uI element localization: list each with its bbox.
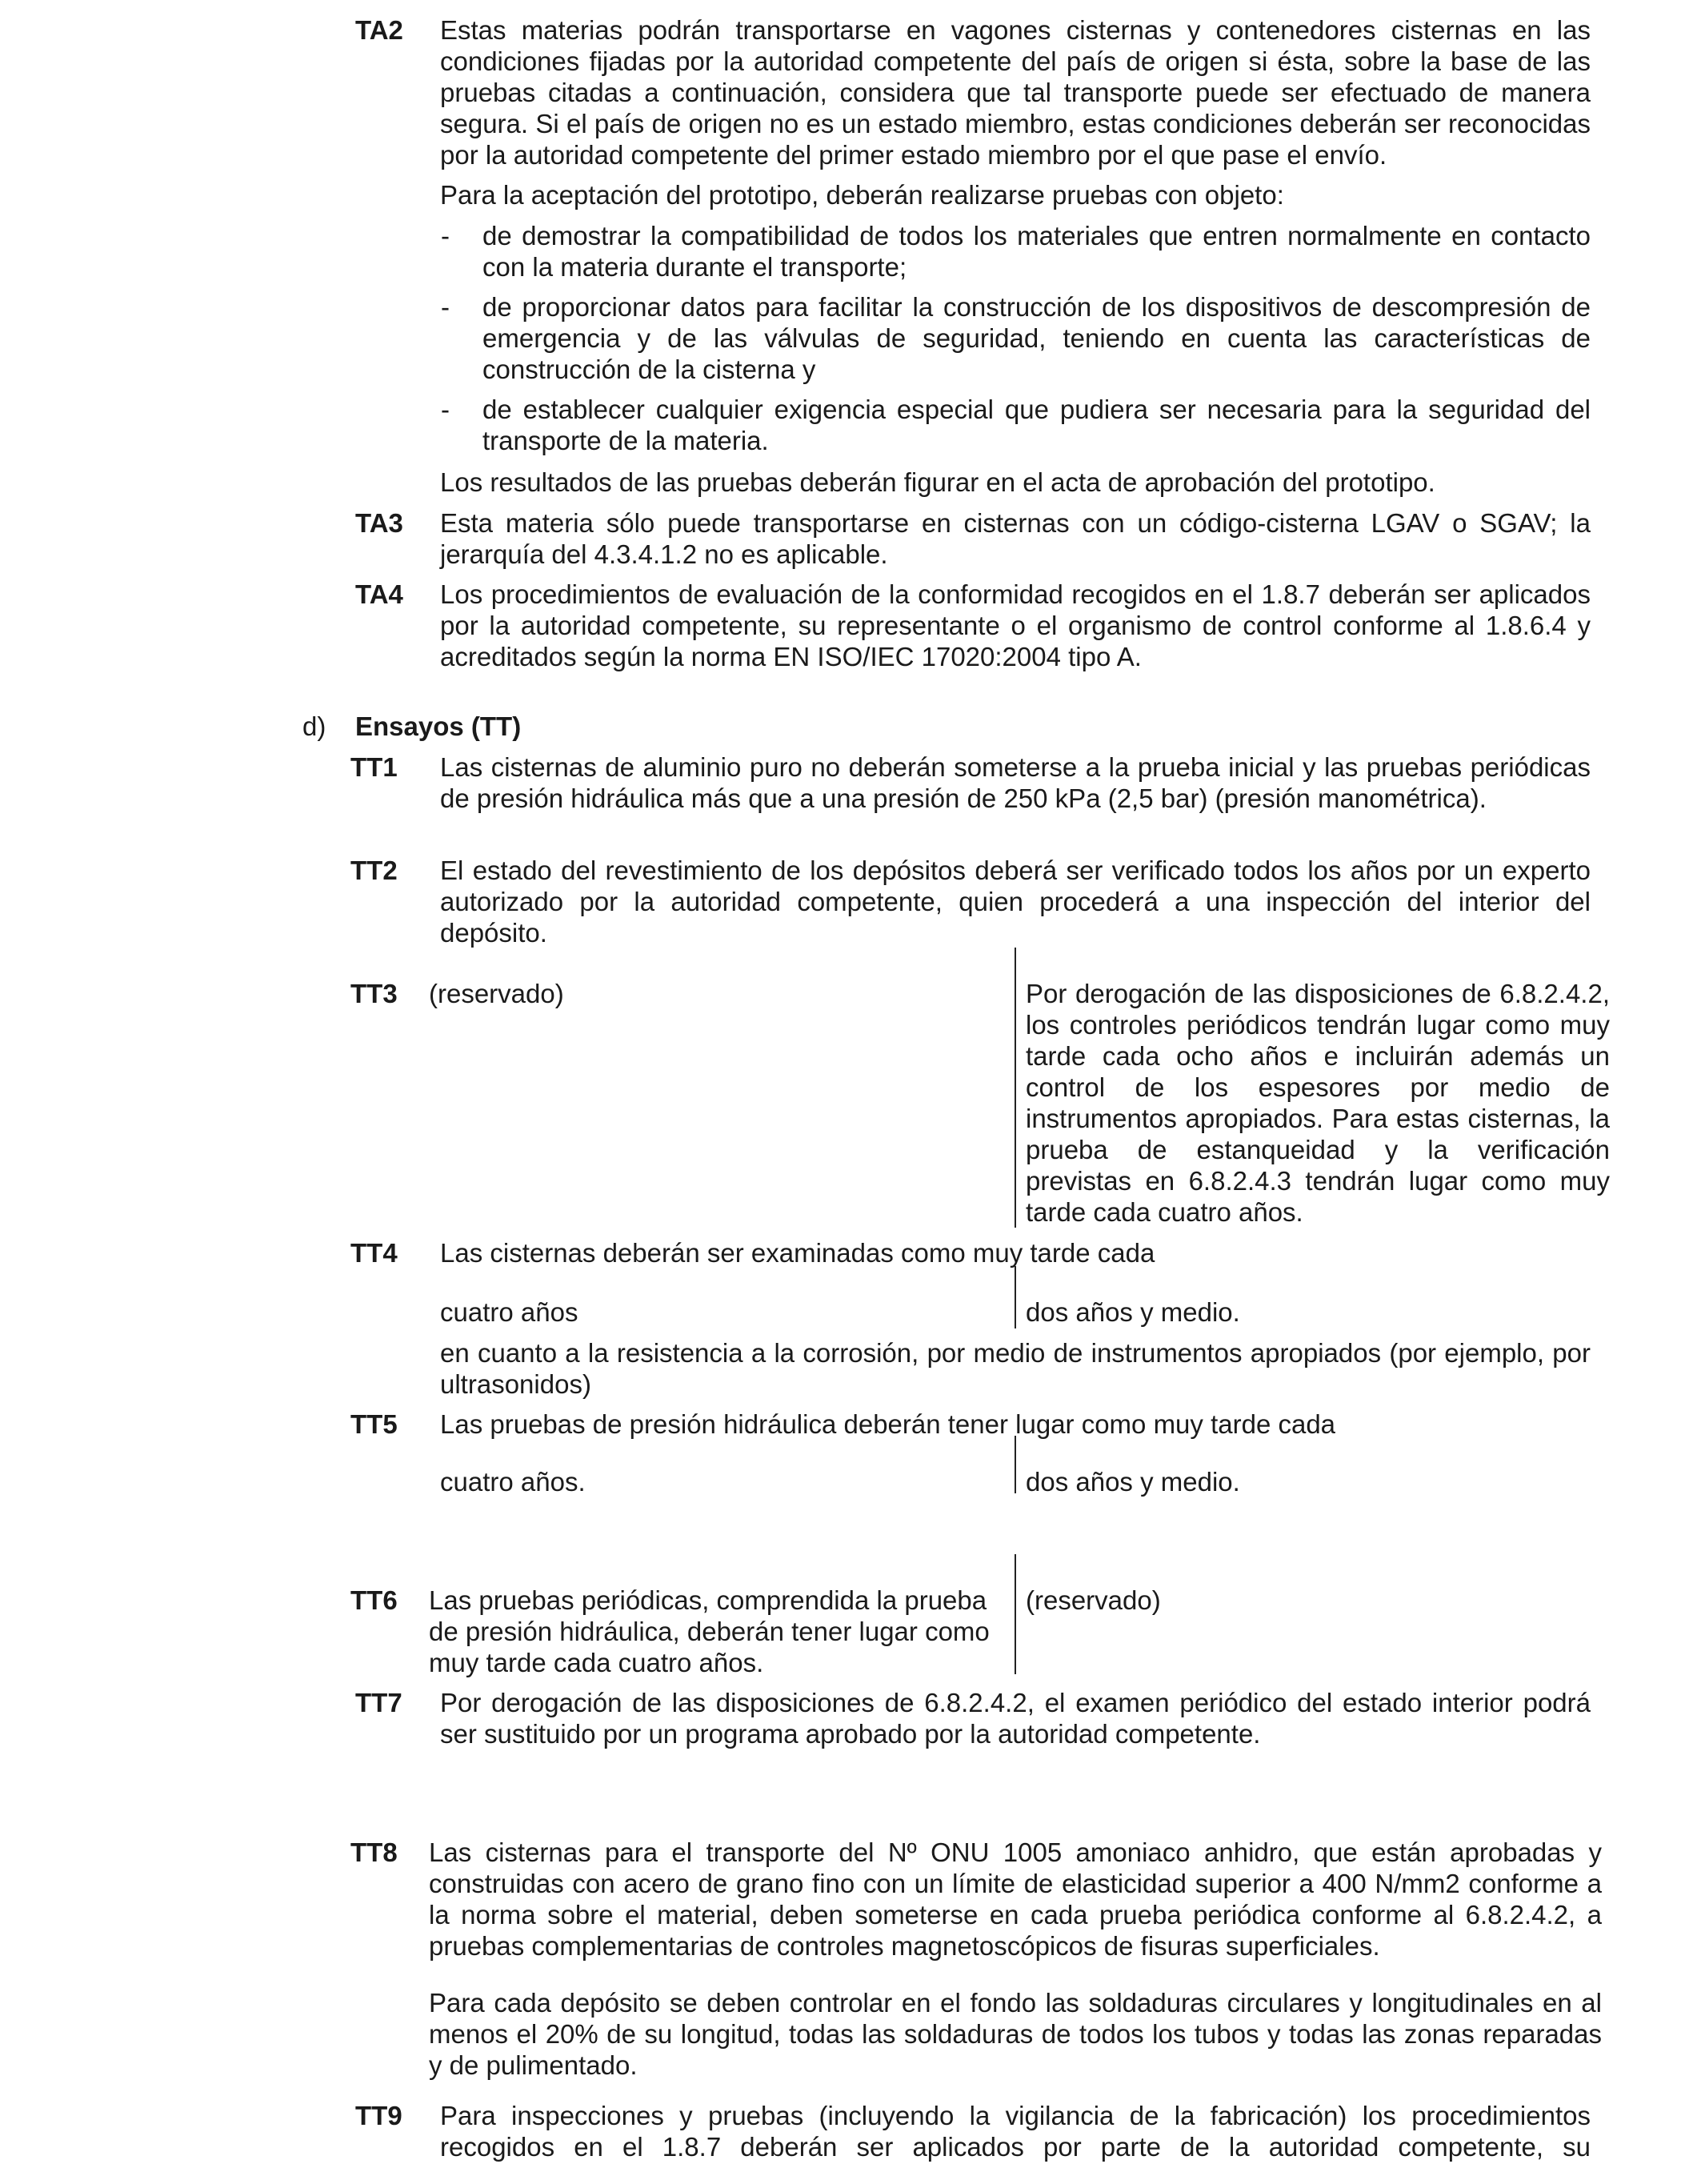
provision-code-ta3: TA3 [355,508,403,538]
section-letter: d) [302,711,326,741]
bullet-text: de demostrar la compatibilidad de todos los materiales que entren normalmente en contacto con la materia durante el transporte; [482,221,1591,282]
provision-code-tt6: TT6 [350,1585,398,1615]
provision-code-tt4: TT4 [350,1238,398,1268]
provision-code-tt1: TT1 [350,752,398,782]
tt6-right-column: (reservado) [1026,1585,1161,1615]
column-divider [1015,948,1016,1228]
provision-code-ta4: TA4 [355,579,403,609]
tt9-text: Para inspecciones y pruebas (incluyendo la vigilancia de la fabricación) los procedimientos recogidos en el 1.8.7 deberán ser aplicados por parte de la autoridad competente, su [440,2101,1591,2162]
column-divider [1015,1436,1016,1493]
tt7-text: Por derogación de las disposiciones de 6.8.2.4.2, el examen periódico del estado interior podrá ser sustituido por un programa aprobado por la autoridad competente. [440,1688,1591,1749]
tt3-left-column: (reservado) [429,979,564,1008]
tt1-text: Las cisternas de aluminio puro no deberán someterse a la prueba inicial y las pruebas periódicas de presión hidráulica más que a una presión de 250 kPa (2,5 bar) (presión manométrica). [440,752,1591,813]
tt4-right-column: dos años y medio. [1026,1297,1240,1327]
ta2-paragraph-1: Estas materias podrán transportarse en vagones cisternas y contenedores cisternas en las condiciones fijadas por la autoridad competente del país de origen si ésta, sobre la base de las pruebas citadas a continuación, considera que tal transporte puede ser efectuado de manera segura. Si el país de origen no es un estado miembro, estas condiciones deberán ser reconocidas por la autoridad competente del primer estado miembro por el que pase el envío. [440,15,1591,170]
ta2-bullet-2 [441,291,1591,385]
tt8-paragraph-2: Para cada depósito se deben controlar en el fondo las soldaduras circulares y longitudinales en al menos el 20% de su longitud, todas las soldaduras de todos los tubos y todas las zonas reparadas y de pulimentado. [429,1988,1602,2080]
tt2-text: El estado del revestimiento de los depósitos deberá ser verificado todos los años por un experto autorizado por la autoridad competente, quien procederá a una inspección del interior del depósito. [440,856,1591,948]
tt4-tail: en cuanto a la resistencia a la corrosión, por medio de instrumentos apropiados (por ejemplo, por ultrasonidos) [440,1338,1591,1399]
provision-code-tt9: TT9 [355,2101,402,2130]
bullet-dash: - [441,292,450,322]
tt5-intro: Las pruebas de presión hidráulica deberán tener lugar como muy tarde cada [440,1409,1336,1439]
column-divider [1015,1554,1016,1674]
section-heading: Ensayos (TT) [355,711,522,741]
provision-code-ta2: TA2 [355,15,403,45]
tt5-right-column: dos años y medio. [1026,1467,1240,1497]
tt4-left-column: cuatro años [440,1297,578,1327]
bullet-dash: - [441,395,450,424]
ta3-text: Esta materia sólo puede transportarse en cisternas con un código-cisterna LGAV o SGAV; la jerarquía del 4.3.4.1.2 no es aplicable. [440,508,1591,569]
provision-code-tt2: TT2 [350,856,398,885]
bullet-text: de establecer cualquier exigencia especial que pudiera ser necesaria para la seguridad del transporte de la materia. [482,395,1591,455]
ta2-paragraph-3: Los resultados de las pruebas deberán figurar en el acta de aprobación del prototipo. [440,467,1435,497]
bullet-text: de proporcionar datos para facilitar la construcción de los dispositivos de descompresión de emergencia y de las válvulas de seguridad, teniendo en cuenta las características de construcción de la cisterna y [482,292,1591,384]
provision-code-tt5: TT5 [350,1409,398,1439]
tt3-right-column: Por derogación de las disposiciones de 6.8.2.4.2, los controles periódicos tendrán lugar como muy tarde cada ocho años e incluirán además un control de los espesores por medio de instrumentos apropiados. Para estas cisternas, la prueba de estanqueidad y la verificación previstas en 6.8.2.4.3 tendrán lugar como muy tarde cada cuatro años. [1026,979,1610,1227]
ta4-text: Los procedimientos de evaluación de la conformidad recogidos en el 1.8.7 deberán ser aplicados por la autoridad competente, su representante o el organismo de control conforme al 1.8.6.4 y acreditados según la norma EN ISO/IEC 17020:2004 tipo A. [440,579,1591,671]
ta2-paragraph-2: Para la aceptación del prototipo, deberán realizarse pruebas con objeto: [440,180,1284,210]
provision-code-tt8: TT8 [350,1837,398,1867]
ta2-bullet-1 [441,220,1591,283]
tt4-intro: Las cisternas deberán ser examinadas como muy tarde cada [440,1238,1155,1268]
ta2-bullet-3 [441,394,1591,456]
tt8-paragraph-1: Las cisternas para el transporte del Nº ONU 1005 amoniaco anhidro, que están aprobadas y construidas con acero de grano fino con un límite de elasticidad superior a 400 N/mm2 conforme a la norma sobre el material, deben someterse en cada prueba periódica conforme al 6.8.2.4.2, a pruebas complementarias de controles magnetoscópicos de fisuras superficiales. [429,1837,1602,1961]
provision-code-tt3: TT3 [350,979,398,1008]
tt6-left-column: Las pruebas periódicas, comprendida la prueba de presión hidráulica, deberán tener lugar como muy tarde cada cuatro años. [429,1585,990,1677]
provision-code-tt7: TT7 [355,1688,402,1717]
tt5-left-column: cuatro años. [440,1467,586,1497]
bullet-dash: - [441,221,450,250]
column-divider [1015,1266,1016,1328]
